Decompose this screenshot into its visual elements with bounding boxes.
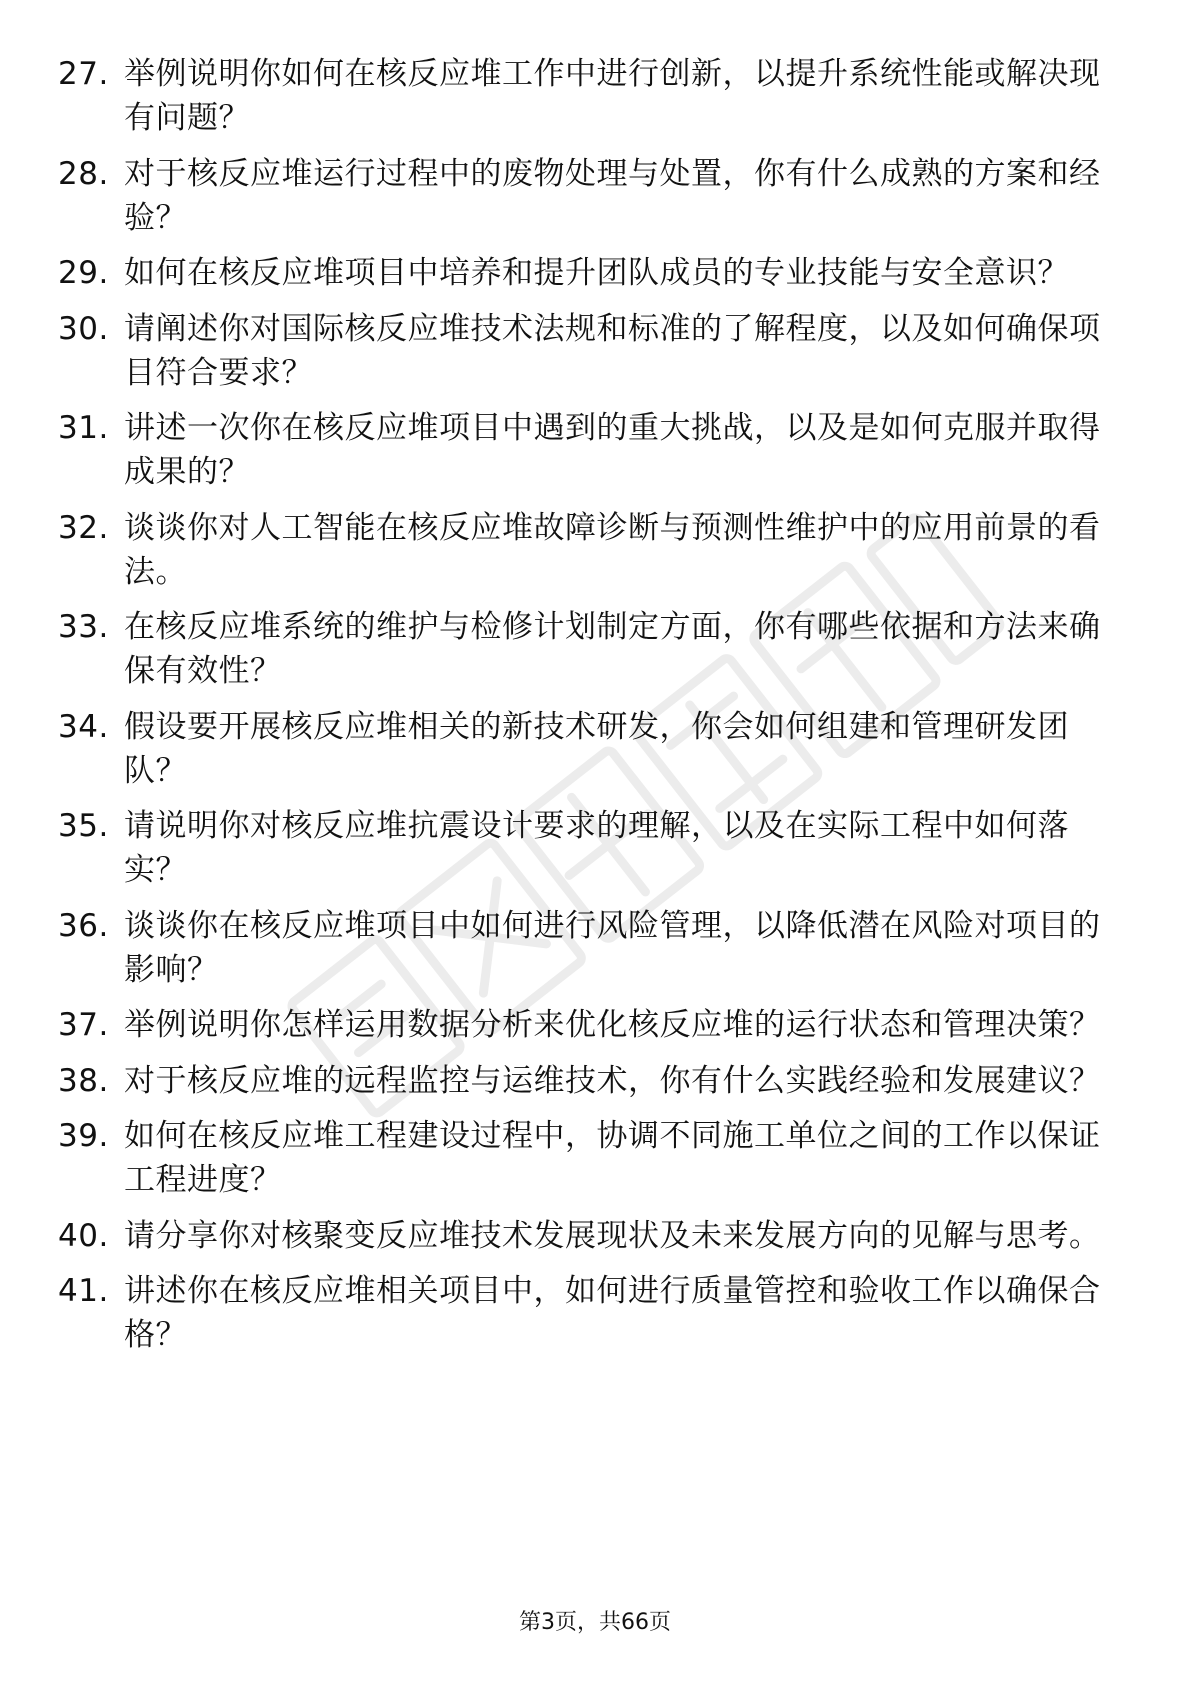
question-number: 36.	[58, 907, 109, 944]
question-item	[58, 804, 1118, 892]
question-number: 34.	[58, 708, 109, 745]
question-text: 讲述一次你在核反应堆项目中遇到的重大挑战，以及是如何克服并取得成果的？	[124, 410, 1101, 490]
question-text: 讲述你在核反应堆相关项目中，如何进行质量管控和验收工作以确保合格？	[124, 1273, 1101, 1353]
question-number: 35.	[58, 808, 109, 844]
question-item	[58, 605, 1118, 693]
question-text: 如何在核反应堆工程建设过程中，协调不同施工单位之间的工作以保证工程进度？	[124, 1118, 1101, 1198]
question-item	[58, 705, 1118, 793]
question-item	[58, 152, 1118, 240]
question-text: 对于核反应堆的远程监控与运维技术，你有什么实践经验和发展建议？	[124, 1062, 1101, 1099]
question-number: 27.	[58, 56, 109, 92]
question-item	[58, 52, 1118, 140]
question-text: 如何在核反应堆项目中培养和提升团队成员的专业技能与安全意识？	[124, 255, 1069, 291]
question-text: 举例说明你如何在核反应堆工作中进行创新，以提升系统性能或解决现有问题？	[124, 56, 1101, 136]
question-text: 谈谈你对人工智能在核反应堆故障诊断与预测性维护中的应用前景的看法。	[124, 509, 1101, 590]
question-text: 请说明你对核反应堆抗震设计要求的理解，以及在实际工程中如何落实？	[124, 808, 1069, 888]
question-item	[58, 1114, 1118, 1202]
question-item	[58, 307, 1118, 395]
question-item	[58, 904, 1118, 992]
question-number: 41.	[58, 1273, 109, 1309]
question-text: 举例说明你怎样运用数据分析来优化核反应堆的运行状态和管理决策？	[124, 1007, 1101, 1043]
question-item	[58, 506, 1118, 594]
question-item	[58, 251, 1118, 295]
question-number: 29.	[58, 255, 109, 291]
question-text: 请阐述你对国际核反应堆技术法规和标准的了解程度，以及如何确保项目符合要求？	[124, 310, 1101, 391]
question-text: 在核反应堆系统的维护与检修计划制定方面，你有哪些依据和方法来确保有效性？	[124, 609, 1101, 689]
question-item	[58, 1214, 1118, 1258]
question-number: 37.	[58, 1007, 109, 1043]
question-text: 对于核反应堆运行过程中的废物处理与处置，你有什么成熟的方案和经验？	[124, 155, 1101, 236]
question-text: 请分享你对核聚变反应堆技术发展现状及未来发展方向的见解与思考。	[124, 1217, 1101, 1254]
page-number-label: 第3页，共66页	[519, 1610, 671, 1635]
question-item	[58, 406, 1118, 494]
question-number: 38.	[58, 1062, 109, 1099]
question-number: 28.	[58, 155, 109, 192]
question-number: 40.	[58, 1217, 109, 1254]
question-text: 假设要开展核反应堆相关的新技术研发，你会如何组建和管理研发团队？	[124, 708, 1069, 789]
page-footer	[0, 1608, 1190, 1638]
question-text: 谈谈你在核反应堆项目中如何进行风险管理，以降低潜在风险对项目的影响？	[124, 907, 1101, 988]
question-item	[58, 1003, 1118, 1047]
question-item	[58, 1059, 1118, 1103]
question-number: 30.	[58, 310, 109, 347]
question-number: 39.	[58, 1118, 109, 1154]
question-item	[58, 1269, 1118, 1357]
question-list	[58, 52, 1118, 1369]
question-number: 33.	[58, 609, 109, 645]
question-number: 31.	[58, 410, 109, 446]
question-number: 32.	[58, 509, 109, 546]
